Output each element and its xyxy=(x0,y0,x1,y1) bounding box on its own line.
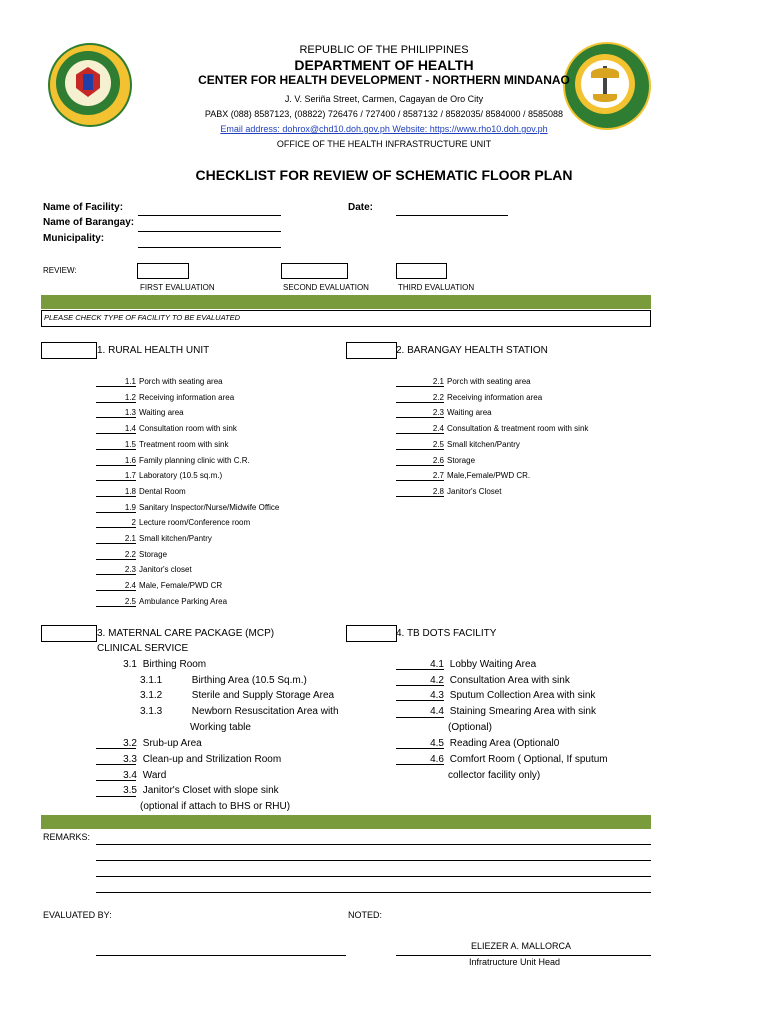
tb-item-4-2 xyxy=(396,675,570,686)
checkline[interactable] xyxy=(96,512,136,513)
office-line: OFFICE OF THE HEALTH INFRASTRUCTURE UNIT xyxy=(276,139,492,149)
item-text: Porch with seating area xyxy=(139,377,223,386)
facility-label: Name of Facility: xyxy=(43,202,124,213)
mcp-item-3-5-cont: (optional if attach to BHS or RHU) xyxy=(140,801,291,812)
list-item xyxy=(96,440,229,449)
mcp-checkbox[interactable] xyxy=(41,625,97,642)
list-item xyxy=(96,487,186,496)
noted-signature-line xyxy=(396,955,651,956)
instruction-text: PLEASE CHECK TYPE OF FACILITY TO BE EVALUATED xyxy=(44,313,241,322)
address-line: J. V. Seriña Street, Carmen, Cagayan de Oro City xyxy=(284,94,484,104)
section-divider-top xyxy=(41,295,651,309)
item-text: Receiving information area xyxy=(447,392,543,402)
checkline[interactable] xyxy=(396,496,444,497)
item-text: Storage xyxy=(139,549,168,559)
item-number: 3.5 xyxy=(123,785,137,796)
center-line: CENTER FOR HEALTH DEVELOPMENT - NORTHERN MINDANAO xyxy=(198,73,570,87)
item-text: Treatment room with sink xyxy=(139,439,229,449)
item-text: Janitor's closet xyxy=(139,565,192,575)
checkline[interactable] xyxy=(96,433,136,434)
checkline[interactable] xyxy=(96,417,136,418)
third-evaluation-box[interactable] xyxy=(396,263,447,279)
item-number: 3.4 xyxy=(123,770,137,781)
checkline[interactable] xyxy=(396,449,444,450)
department-line: DEPARTMENT OF HEALTH xyxy=(294,57,474,73)
section-divider-bottom xyxy=(41,815,651,829)
date-field[interactable] xyxy=(396,202,508,216)
item-number: 1.4 xyxy=(124,424,136,434)
remarks-line-4[interactable] xyxy=(96,892,651,893)
list-item xyxy=(96,565,192,574)
list-item xyxy=(96,534,212,543)
signatory-name: ELIEZER A. MALLORCA xyxy=(471,941,572,951)
mcp-label: 3. MATERNAL CARE PACKAGE (MCP) xyxy=(97,628,275,639)
item-text: Laboratory (10.5 sq.m.) xyxy=(139,471,223,481)
item-number: 4.4 xyxy=(430,706,444,717)
phones-line: PABX (088) 8587123, (08822) 726476 / 727400 / 8587132 / 8582035/ 8584000 / 8585088 xyxy=(204,109,564,119)
checkline[interactable] xyxy=(396,480,444,481)
item-number: 4.1 xyxy=(430,659,444,670)
mcp-item-3-2 xyxy=(97,738,202,749)
item-number: 3.1.3 xyxy=(140,706,163,717)
item-number: 1.7 xyxy=(124,471,136,481)
noted-label: NOTED: xyxy=(348,910,383,920)
tb-checkbox[interactable] xyxy=(346,625,397,642)
item-text: Small kitchen/Pantry xyxy=(447,439,520,449)
item-number: 2.6 xyxy=(432,455,444,465)
list-item xyxy=(396,393,542,402)
second-evaluation-label: SECOND EVALUATION xyxy=(283,283,369,292)
item-text: Waiting area xyxy=(139,408,184,418)
item-number: 2.8 xyxy=(432,486,444,496)
tb-item-4-4-cont: (Optional) xyxy=(448,722,492,733)
item-number: 3.2 xyxy=(123,738,137,749)
tb-label: 4. TB DOTS FACILITY xyxy=(396,628,497,639)
item-number: 4.3 xyxy=(430,690,444,701)
item-number: 2.4 xyxy=(432,424,444,434)
mcp-item-3-4 xyxy=(97,770,166,781)
tb-item-4-4 xyxy=(396,706,596,717)
page-title: CHECKLIST FOR REVIEW OF SCHEMATIC FLOOR PLAN xyxy=(195,167,573,183)
tb-item-4-1 xyxy=(396,659,536,670)
mcp-item-3-1 xyxy=(97,659,206,670)
item-text: Janitor's Closet xyxy=(447,486,502,496)
list-item xyxy=(396,471,530,480)
facility-field[interactable] xyxy=(138,202,281,216)
tb-item-4-3 xyxy=(396,690,595,701)
list-item xyxy=(96,471,222,480)
item-number: 1.5 xyxy=(124,439,136,449)
list-item xyxy=(396,440,520,449)
item-number: 1.3 xyxy=(124,408,136,418)
bhs-checkbox[interactable] xyxy=(346,342,397,359)
checkline[interactable] xyxy=(96,386,136,387)
list-item xyxy=(96,377,223,386)
list-item xyxy=(96,518,250,527)
remarks-label: REMARKS: xyxy=(43,832,91,842)
signatory-title: Infratructure Unit Head xyxy=(469,957,561,967)
item-number: 4.2 xyxy=(430,675,444,686)
remarks-line-2[interactable] xyxy=(96,860,651,861)
item-number: 3.1.2 xyxy=(140,690,163,701)
checkline[interactable] xyxy=(96,590,136,591)
mcp-item-3-1-3 xyxy=(140,706,339,717)
list-item xyxy=(96,456,250,465)
item-number: 1.6 xyxy=(124,455,136,465)
list-item xyxy=(396,377,531,386)
item-text: Ambulance Parking Area xyxy=(139,596,228,606)
item-text: Comfort Room ( Optional, If sputum xyxy=(449,754,608,765)
item-text: Staining Smearing Area with sink xyxy=(449,706,596,717)
item-number: 1.9 xyxy=(124,502,136,512)
first-evaluation-box[interactable] xyxy=(137,263,189,279)
item-number: 1.2 xyxy=(124,392,136,402)
checkline[interactable] xyxy=(96,606,136,607)
item-number: 1.8 xyxy=(124,486,136,496)
item-text: Dental Room xyxy=(139,486,186,496)
item-text: Lecture room/Conference room xyxy=(139,518,251,528)
list-item xyxy=(96,393,234,402)
item-text: Sputum Collection Area with sink xyxy=(449,690,596,701)
checkline[interactable] xyxy=(396,433,444,434)
list-item xyxy=(396,408,492,417)
instruction-box xyxy=(41,310,651,327)
item-number: 2.2 xyxy=(124,549,136,559)
checkline[interactable] xyxy=(396,386,444,387)
item-text: Sterile and Supply Storage Area xyxy=(191,690,335,701)
evaluator-signature-line[interactable] xyxy=(96,955,346,956)
item-text: Consultation & treatment room with sink xyxy=(447,424,589,434)
item-text: Sanitary Inspector/Nurse/Midwife Office xyxy=(139,502,280,512)
mcp-item-3-1-3-cont: Working table xyxy=(190,722,251,733)
mcp-item-3-5 xyxy=(97,785,279,796)
first-evaluation-label: FIRST EVALUATION xyxy=(140,283,215,292)
item-number: 3.3 xyxy=(123,754,137,765)
checkline[interactable] xyxy=(96,527,136,528)
checkline[interactable] xyxy=(96,449,136,450)
item-number: 2.4 xyxy=(124,581,136,591)
checkline[interactable] xyxy=(96,559,136,560)
list-item xyxy=(96,503,279,512)
bhs-label: 2. BARANGAY HEALTH STATION xyxy=(396,345,548,356)
item-number: 4.5 xyxy=(430,738,444,749)
item-text: Family planning clinic with C.R. xyxy=(139,455,250,465)
item-text: Storage xyxy=(447,455,476,465)
item-text: Newborn Resuscitation Area with xyxy=(191,706,339,717)
checkline[interactable] xyxy=(96,574,136,575)
email-website-link[interactable]: Email address: dohrox@chd10.doh.gov.ph Website: https://www.rho10.doh.gov.ph xyxy=(220,124,548,134)
tb-item-4-5 xyxy=(396,738,559,749)
item-number: 2.3 xyxy=(432,408,444,418)
list-item xyxy=(396,487,501,496)
item-number: 3.1 xyxy=(123,659,137,670)
item-number: 4.6 xyxy=(430,754,444,765)
date-label: Date: xyxy=(348,202,374,213)
rhu-label: 1. RURAL HEALTH UNIT xyxy=(97,345,210,356)
item-text: Receiving information area xyxy=(139,392,235,402)
municipality-label: Municipality: xyxy=(43,233,105,244)
item-number: 2.2 xyxy=(432,392,444,402)
checkline[interactable] xyxy=(96,402,136,403)
item-text: Ward xyxy=(142,770,167,781)
checkline[interactable] xyxy=(96,465,136,466)
mcp-item-3-3 xyxy=(97,754,281,765)
item-text: Janitor's Closet with slope sink xyxy=(142,785,279,796)
list-item xyxy=(96,581,222,590)
mcp-item-3-1-1 xyxy=(140,675,307,686)
item-number: 1.1 xyxy=(124,377,136,386)
mcp-sublabel: CLINICAL SERVICE xyxy=(97,643,189,654)
item-text: Lobby Waiting Area xyxy=(449,659,537,670)
item-text: Srub-up Area xyxy=(142,738,202,749)
checkline[interactable] xyxy=(396,402,444,403)
checkline[interactable] xyxy=(96,543,136,544)
mcp-item-3-1-2 xyxy=(140,690,334,701)
item-text: Small kitchen/Pantry xyxy=(139,534,212,543)
item-number: 2.1 xyxy=(432,377,444,386)
item-number: 2.3 xyxy=(124,565,136,575)
item-number: 2.1 xyxy=(124,534,136,543)
item-text: Consultation room with sink xyxy=(139,424,237,434)
third-evaluation-label: THIRD EVALUATION xyxy=(398,283,475,292)
item-text: Consultation Area with sink xyxy=(449,675,570,686)
remarks-line-3[interactable] xyxy=(96,876,651,877)
barangay-field[interactable] xyxy=(138,217,281,232)
checkline[interactable] xyxy=(96,496,136,497)
item-text: Male,Female/PWD CR. xyxy=(447,471,531,481)
list-item xyxy=(96,424,237,433)
item-text: Birthing Area (10.5 Sq.m.) xyxy=(191,675,307,686)
item-number: 2.5 xyxy=(124,596,136,606)
tb-item-4-6-cont: collector facility only) xyxy=(448,770,541,781)
checkline[interactable] xyxy=(396,465,444,466)
item-number: 2 xyxy=(131,518,136,528)
list-item xyxy=(96,408,184,417)
rhu-checkbox[interactable] xyxy=(41,342,97,359)
evaluated-by-label: EVALUATED BY: xyxy=(43,910,112,920)
checkline[interactable] xyxy=(96,480,136,481)
checkline[interactable] xyxy=(396,417,444,418)
second-evaluation-box[interactable] xyxy=(281,263,348,279)
remarks-line-1[interactable] xyxy=(96,844,651,845)
item-text: Waiting area xyxy=(447,408,492,418)
item-text: Birthing Room xyxy=(142,659,207,670)
list-item xyxy=(96,597,227,606)
item-text: Porch with seating area xyxy=(447,377,531,386)
item-number: 3.1.1 xyxy=(140,675,163,686)
item-number: 2.7 xyxy=(432,471,444,481)
item-text: Clean-up and Strilization Room xyxy=(142,754,282,765)
list-item xyxy=(396,424,588,433)
review-label: REVIEW: xyxy=(43,266,77,275)
list-item xyxy=(96,550,167,559)
barangay-label: Name of Barangay: xyxy=(43,217,135,228)
republic-line: REPUBLIC OF THE PHILIPPINES xyxy=(299,44,469,56)
list-item xyxy=(396,456,475,465)
item-text: Male, Female/PWD CR xyxy=(139,581,223,591)
item-text: Reading Area (Optional0 xyxy=(449,738,560,749)
tb-item-4-6 xyxy=(396,754,608,765)
item-number: 2.5 xyxy=(432,439,444,449)
municipality-field[interactable] xyxy=(138,233,281,248)
